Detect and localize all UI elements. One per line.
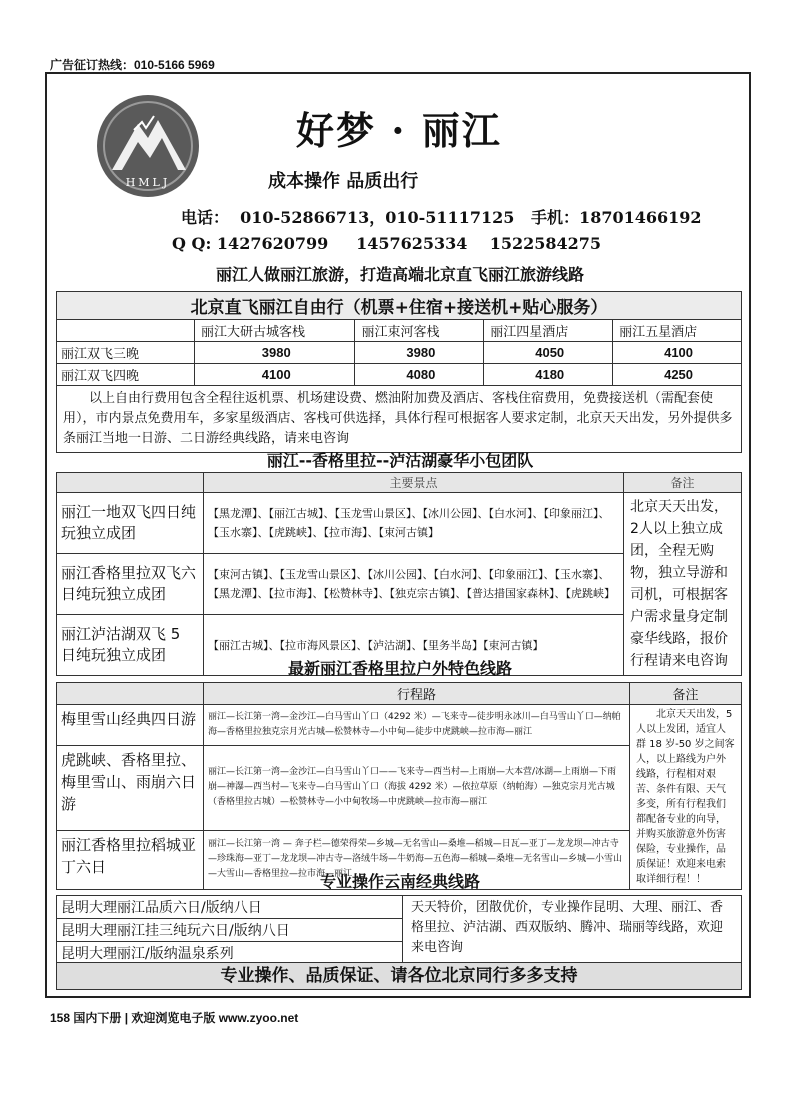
phone-line: 电话： 010-52866713，010-51117125 手机：18701466192 [181, 208, 702, 227]
outdoor-table [56, 682, 742, 890]
price-cell: 4080 [355, 364, 484, 386]
note-header: 备注 [630, 683, 742, 705]
slogan: 成本操作 品质出行 [268, 171, 419, 192]
outdoor-route: 丽江—长江第一湾—金沙江—白马雪山丫口——飞来寺—西当村—上雨崩—大本营/冰湖—上雨崩—下雨崩—神瀑—西当村—飞来寺—白马雪山丫口（海拔 4292 米）—依拉草原（纳帕海）—独克宗月光古城（香格里拉古城）—松赞林寺—小中甸牧场—中虎跳峡—拉市海—丽江 [204, 745, 630, 830]
package-title: 北京直飞丽江自由行（机票+住宿+接送机+贴心服务） [57, 292, 742, 320]
blank-header [57, 683, 204, 705]
hotel-header: 丽江五星酒店 [613, 320, 742, 342]
outdoor-name: 虎跳峡、香格里拉、梅里雪山、雨崩六日游 [57, 745, 204, 830]
page-footer: 158 国内下册 | 欢迎浏览电子版 www.zyoo.net [50, 1011, 299, 1025]
tour-spots: 【丽江古城】、【拉市海风景区】、【泸沽湖】、【里务半岛】【束河古镇】 [204, 615, 624, 676]
yunnan-item: 昆明大理丽江/版纳温泉系列 [57, 942, 403, 965]
tour-title: 丽江--香格里拉--泸沽湖豪华小包团队 [266, 451, 534, 470]
package-row-label: 丽江双飞三晚 [57, 342, 195, 364]
outdoor-route: 丽江—长江第一湾 — 奔子栏—德荣得荣—乡城—无名雪山—桑堆—稻城—日瓦—亚丁—龙龙坝—冲古寺—珍珠海—亚丁—龙龙坝—冲古寺—洛绒牛场—牛奶海—五色海—稻城—桑堆—无名雪山—乡城—小雪山—大雪山—香格里拉—拉市海—丽江 [204, 830, 630, 889]
ad-hotline: 广告征订热线：010-5166 5969 [50, 58, 215, 72]
package-row-label: 丽江双飞四晚 [57, 364, 195, 386]
hotel-header: 丽江四星酒店 [484, 320, 613, 342]
yunnan-title: 专业操作云南经典线路 [319, 872, 480, 891]
tour-note: 北京天天出发，2人以上独立成团，全程无购物，独立导游和司机，可根据客户需求量身定制豪华线路，报价行程请来电咨询 [624, 493, 742, 676]
hotel-header: 丽江束河客栈 [355, 320, 484, 342]
tour-name: 丽江香格里拉双飞六日纯玩独立成团 [57, 554, 204, 615]
yunnan-table [56, 895, 742, 965]
outdoor-note: 北京天天出发，5 人以上发团，适宜人群 18 岁-50 岁之间客人，以上路线为户外线路，行程相对艰苦、条件有限、天气多变，所有行程我们都配备专业的向导，并购买旅游意外伤害保险，专业操作，品质保证！欢迎来电索取详细行程！！ [630, 705, 742, 890]
package-table [56, 291, 742, 453]
logo-text: HMLJ [125, 176, 171, 189]
tour-spots: 【黑龙潭】、【丽江古城】、【玉龙雪山景区】、【冰川公园】、【白水河】、【印象丽江】、【玉水寨】、【虎跳峡】、【拉市海】、【束河古镇】 [204, 493, 624, 554]
spots-header: 主要景点 [204, 473, 624, 493]
tour-spots: 【束河古镇】、【玉龙雪山景区】、【冰川公园】、【白水河】、【印象丽江】、【玉水寨】、【黑龙潭】、【拉市海】、【松赞林寺】、【独克宗古镇】、【普达措国家森林】、【虎跳峡】 [204, 554, 624, 615]
tour-name: 丽江泸沽湖双飞 5 日纯玩独立成团 [57, 615, 204, 676]
closing-banner: 专业操作、品质保证、请各位北京同行多多支持 [56, 962, 742, 990]
outdoor-name: 丽江香格里拉稻城亚丁六日 [57, 830, 204, 889]
price-cell: 3980 [195, 342, 355, 364]
outdoor-title: 最新丽江香格里拉户外特色线路 [287, 659, 512, 678]
blank-header [57, 473, 204, 493]
route-header: 行程路 [204, 683, 630, 705]
tagline: 丽江人做丽江旅游，打造高端北京直飞丽江旅游线路 [215, 265, 584, 284]
package-description: 以上自由行费用包含全程往返机票、机场建设费、燃油附加费及酒店、客栈住宿费用，免费接送机（需配套使用），市内景点免费用车，多家星级酒店、客栈可供选择，具体行程可根据客人要求定制，北京天天出发，另外提供多条丽江当地一日游、二日游经典线路，请来电咨询 [57, 386, 742, 453]
yunnan-item: 昆明大理丽江挂三纯玩六日/版纳八日 [57, 919, 403, 942]
tour-name: 丽江一地双飞四日纯玩独立成团 [57, 493, 204, 554]
note-header: 备注 [624, 473, 742, 493]
price-cell: 4050 [484, 342, 613, 364]
hotel-header: 丽江大研古城客栈 [195, 320, 355, 342]
ad-title: 好梦 · 丽江 [296, 108, 502, 153]
logo-mountain-icon [96, 94, 200, 198]
qq-line: Q Q: 1427620799 1457625334 1522584275 [172, 234, 602, 253]
corner-cell [57, 320, 195, 342]
price-cell: 4180 [484, 364, 613, 386]
price-cell: 4100 [195, 364, 355, 386]
price-cell: 3980 [355, 342, 484, 364]
outdoor-name: 梅里雪山经典四日游 [57, 705, 204, 746]
outdoor-route: 丽江—长江第一湾—金沙江—白马雪山丫口（4292 米）—飞来寺—徒步明永冰川—白马雪山丫口—纳帕海—香格里拉独克宗月光古城—松赞林寺—小中甸—徒步中虎跳峡—拉市海—丽江 [204, 705, 630, 746]
yunnan-item: 昆明大理丽江品质六日/版纳八日 [57, 896, 403, 919]
yunnan-description: 天天特价，团散优价，专业操作昆明、大理、丽江、香格里拉、泸沽湖、西双版纳、腾冲、瑞丽等线路，欢迎来电咨询 [403, 896, 742, 965]
tour-table [56, 472, 742, 676]
price-cell: 4100 [613, 342, 742, 364]
price-cell: 4250 [613, 364, 742, 386]
